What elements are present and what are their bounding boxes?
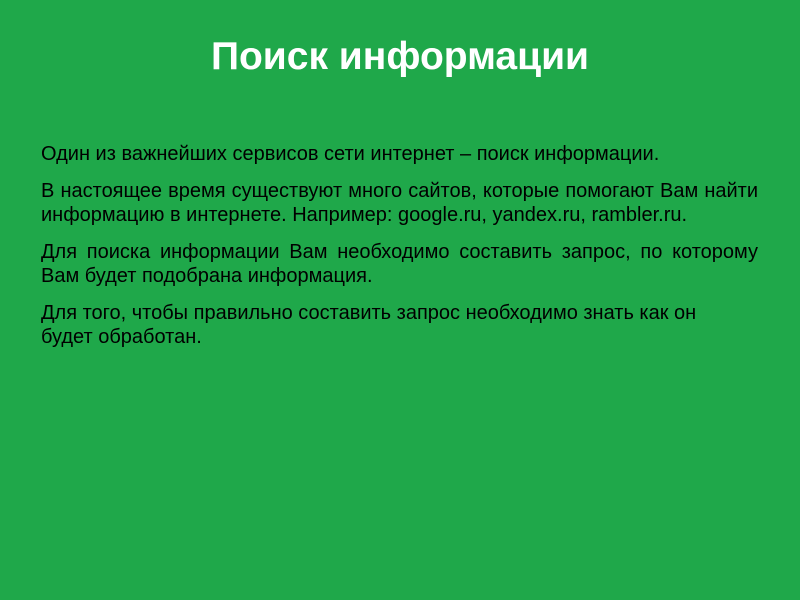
- paragraph-query: Для поиска информации Вам необходимо составить запрос, по которому Вам будет подобрана информация.: [41, 240, 758, 287]
- slide-body: [41, 142, 758, 362]
- paragraph-processing: Для того, чтобы правильно составить запрос необходимо знать как он будет обработан.: [41, 301, 697, 348]
- paragraph-sites: В настоящее время существуют много сайтов, которые помогают Вам найти информацию в интернете. Например: google.ru, yandex.ru, rambler.ru.: [41, 179, 758, 226]
- paragraph-intro: Один из важнейших сервисов сети интернет – поиск информации.: [41, 143, 660, 165]
- slide-title: Поиск информации: [210, 35, 590, 78]
